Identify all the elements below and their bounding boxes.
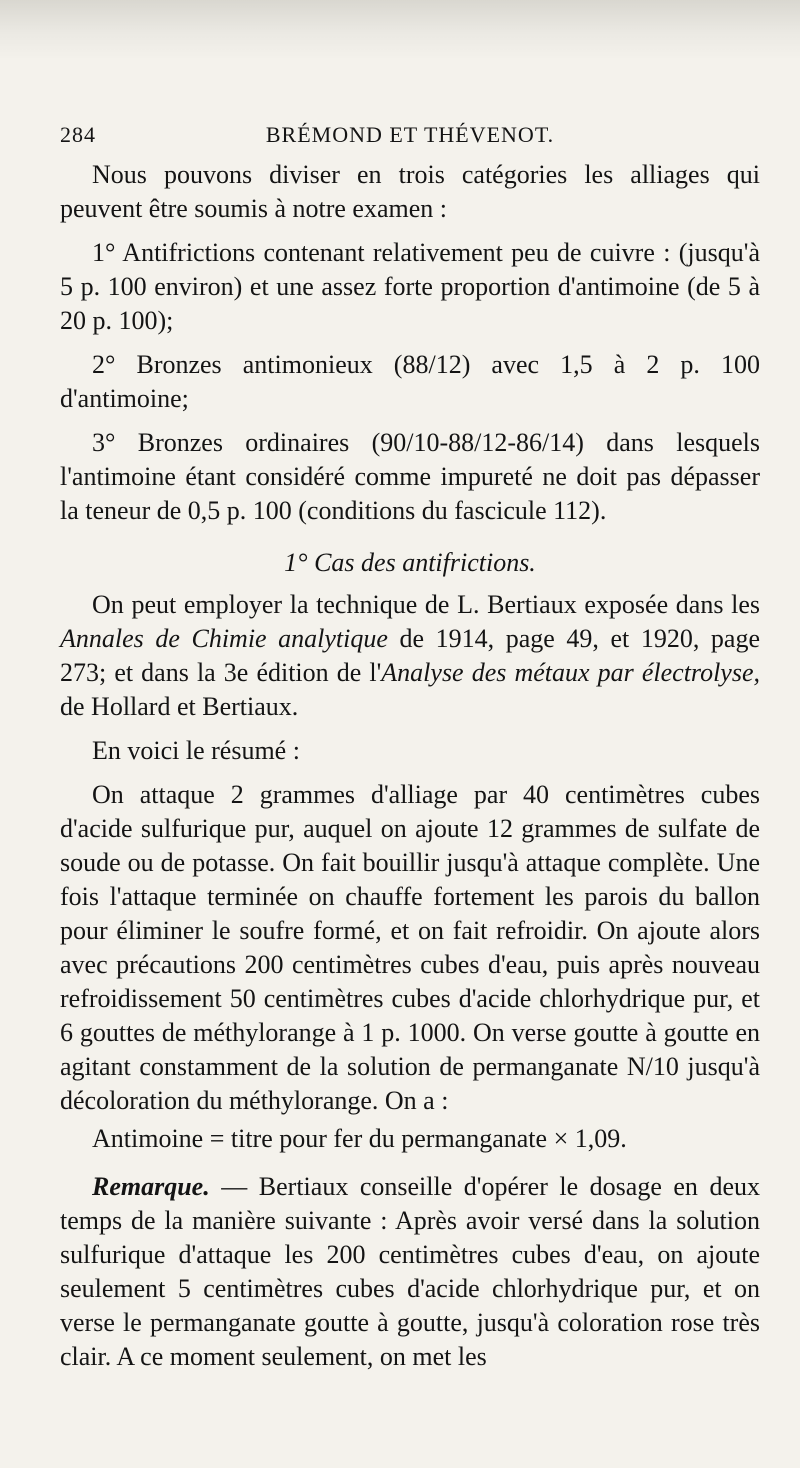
intro-paragraph: Nous pouvons diviser en trois catégories les alliages qui peuvent être soumis à notre examen : <box>60 160 760 223</box>
category-3: 3° Bronzes ordinaires (90/10-88/12-86/14) dans lesquels l'antimoine étant considéré comme impureté ne doit pas dépasser la teneur de 0,5 p. 100 (conditions du fascicule 112). <box>60 428 760 525</box>
page-number: 284 <box>60 122 96 147</box>
page-header <box>60 118 760 158</box>
scan-top-edge <box>0 0 800 60</box>
remark-label: Remarque. <box>92 1172 210 1201</box>
running-title: BRÉMOND ET THÉVENOT. <box>265 122 555 147</box>
book-title: Analyse des métaux par électrolyse, <box>381 658 760 687</box>
technique-paragraph <box>60 588 760 724</box>
remark-text: — Bertiaux conseille d'opérer le dosage en deux temps de la manière suivante : Après avoir versé dans la solution sulfurique d'attaque les 200 centimètres cubes d'eau, on ajoute seulement 5 centimètres cubes d'acide chlorhydrique pur, et on verse le permanganate goutte à goutte, jusqu'à coloration rose très clair. A ce moment seulement, on met les <box>60 1172 760 1371</box>
antimony-formula: Antimoine = titre pour fer du permanganate × 1,09. <box>92 1124 627 1153</box>
remark-paragraph <box>60 1170 760 1374</box>
procedure-paragraph: On attaque 2 grammes d'alliage par 40 centimètres cubes d'acide sulfurique pur, auquel on ajoute 12 grammes de sulfate de soude ou de potasse. On fait bouillir jusqu'à attaque complète. Une fois l'attaque terminée on chauffe fortement les parois du ballon pour éliminer le soufre formé, et on fait refroidir. On ajoute alors avec précautions 200 centimètres cubes d'eau, puis après nouveau refroidissement 50 centimètres cubes d'acide chlorhydrique pur, et 6 gouttes de méthylorange à 1 p. 1000. On verse goutte à goutte en agitant constamment de la solution de permanganate N/10 jusqu'à décoloration du méthylorange. On a : <box>60 780 760 1115</box>
technique-text-2: de 1914, page 49, et 1920, page 273; et dans la 3e édition de l' <box>60 624 760 687</box>
technique-text-3: de Hollard et Bertiaux. <box>60 692 299 721</box>
journal-title: Annales de Chimie analytique <box>60 624 388 653</box>
category-2: 2° Bronzes antimonieux (88/12) avec 1,5 à 2 p. 100 d'antimoine; <box>60 350 760 413</box>
section-title: 1° Cas des antifrictions. <box>284 548 536 577</box>
category-1: 1° Antifrictions contenant relativement peu de cuivre : (jusqu'à 5 p. 100 environ) et une assez forte proportion d'antimoine (de 5 à 20 p. 100); <box>60 238 760 335</box>
summary-intro: En voici le résumé : <box>92 736 300 765</box>
document-page <box>60 118 760 1374</box>
technique-text-1: On peut employer la technique de L. Bertiaux exposée dans les <box>92 590 760 619</box>
